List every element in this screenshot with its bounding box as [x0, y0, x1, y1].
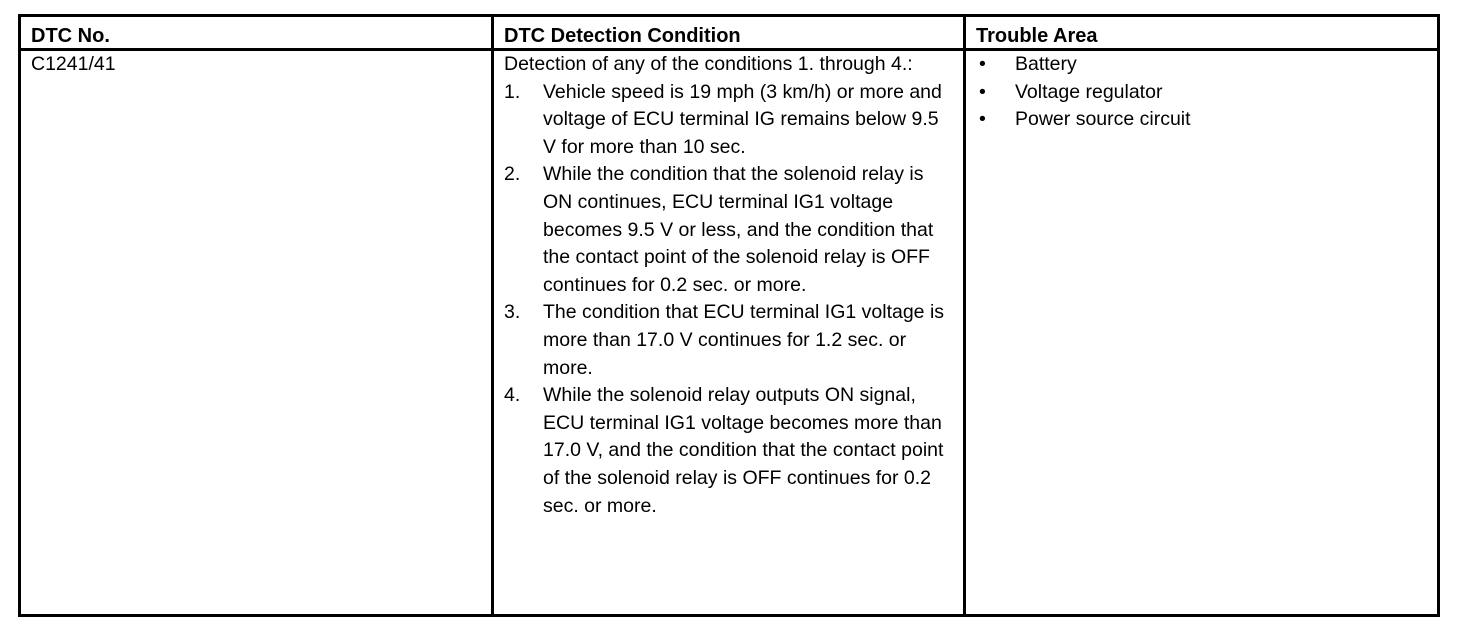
- dtc-no-cell: [20, 50, 493, 616]
- condition-text: While the condition that the solenoid relay is ON continues, ECU terminal IG1 voltage becomes 9.5 V or less, and the condition that the contact point of the solenoid relay is OFF continues for 0.2 sec. or more.: [543, 163, 934, 296]
- list-item: [976, 106, 1427, 134]
- bullet-icon: •: [979, 80, 986, 103]
- detection-intro: Detection of any of the conditions 1. through 4.:: [504, 53, 913, 75]
- condition-number: 4.: [504, 384, 521, 407]
- header-detection-condition: DTC Detection Condition: [493, 16, 965, 50]
- bullet-icon: •: [979, 108, 986, 131]
- condition-item: [504, 161, 953, 299]
- condition-text: The condition that ECU terminal IG1 voltage is more than 17.0 V continues for 1.2 sec. or more.: [543, 301, 945, 379]
- bullet-icon: •: [979, 53, 986, 75]
- detection-condition-cell: [493, 50, 965, 616]
- header-row: [20, 16, 1439, 50]
- condition-item: [504, 382, 953, 520]
- trouble-area-text: Battery: [1015, 53, 1077, 75]
- table-row: [20, 50, 1439, 616]
- condition-text: While the solenoid relay outputs ON signal, ECU terminal IG1 voltage becomes more than 17.0 V, and the condition that the contact point of the solenoid relay is OFF continues for 0.2 sec. or more.: [543, 384, 944, 517]
- trouble-area-text: Voltage regulator: [1015, 80, 1163, 103]
- trouble-area-text: Power source circuit: [1015, 108, 1191, 131]
- condition-item: [504, 299, 953, 382]
- condition-list: [504, 79, 953, 521]
- trouble-area-list: [976, 51, 1427, 134]
- dtc-code: C1241/41: [31, 53, 116, 75]
- condition-item: [504, 79, 953, 162]
- condition-number: 3.: [504, 301, 521, 324]
- dtc-table: [18, 14, 1440, 617]
- condition-number: 1.: [504, 80, 521, 103]
- list-item: [976, 79, 1427, 107]
- trouble-area-cell: [965, 50, 1439, 616]
- header-dtc-no: DTC No.: [20, 16, 493, 50]
- condition-number: 2.: [504, 163, 521, 186]
- list-item: [976, 51, 1427, 79]
- header-trouble-area: Trouble Area: [965, 16, 1439, 50]
- condition-text: Vehicle speed is 19 mph (3 km/h) or more and voltage of ECU terminal IG remains below 9.5 V for more than 10 sec.: [543, 80, 942, 158]
